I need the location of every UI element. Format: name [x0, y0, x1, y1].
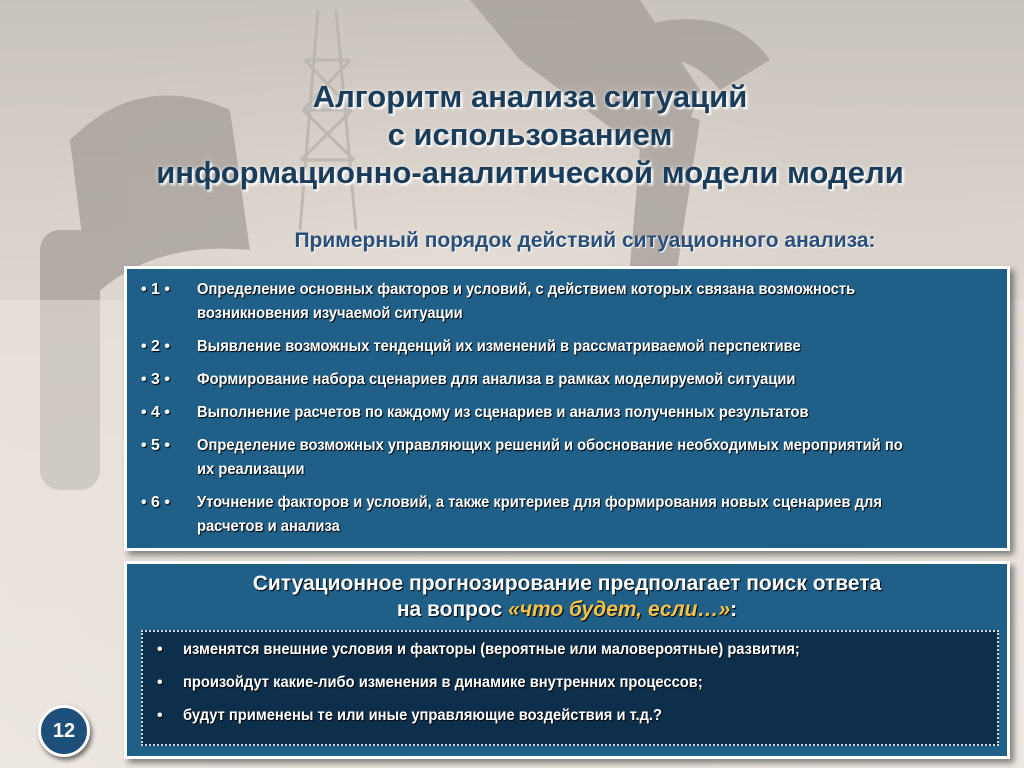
step-text: Формирование набора сценариев для анализа в рамках моделируемой ситуации [197, 371, 796, 388]
bullet-dot-icon: • [157, 674, 163, 691]
forecast-heading-prefix: на вопрос [396, 598, 509, 621]
list-item [157, 638, 987, 662]
forecast-panel [124, 561, 1010, 759]
forecast-question: «что будет, если…» [508, 598, 731, 621]
step-text: Уточнение факторов и условий, а также критериев для формирования новых сценариев для расчетов и анализа [197, 494, 882, 535]
title-line-1: Алгоритм анализа ситуаций [312, 79, 748, 114]
step-text: Выполнение расчетов по каждому из сценариев и анализ полученных результатов [197, 404, 809, 421]
step-item [141, 491, 987, 539]
step-item [141, 278, 987, 326]
list-item [157, 704, 987, 728]
list-item [157, 671, 987, 695]
title-line-3: информационно-аналитической модели модели [156, 155, 904, 190]
step-number: • 4 • [141, 404, 170, 421]
step-number: • 1 • [141, 281, 170, 298]
step-text: Выявление возможных тенденций их изменений в рассматриваемой перспективе [197, 338, 801, 355]
step-item [141, 335, 987, 359]
bullet-text: изменятся внешние условия и факторы (вероятные или маловероятные) развития; [183, 641, 800, 658]
forecast-heading-line-1: Ситуационное прогнозирование предполагает поиск ответа [252, 572, 882, 595]
step-number: • 2 • [141, 338, 170, 355]
page-number-badge: 12 [38, 705, 90, 757]
step-item [141, 434, 987, 482]
subtitle: Примерный порядок действий ситуационного анализа: [294, 229, 876, 252]
step-text: Определение основных факторов и условий, с действием которых связана возможность возникновения изучаемой ситуации [197, 281, 856, 322]
step-number: • 5 • [141, 437, 170, 454]
forecast-heading [127, 564, 1007, 623]
steps-panel [124, 266, 1010, 551]
slide-title [0, 78, 1024, 192]
bullet-dot-icon: • [157, 707, 163, 724]
forecast-bullets [141, 630, 999, 746]
step-text: Определение возможных управляющих решений и обоснование необходимых мероприятий по их реализации [197, 437, 903, 478]
step-item [141, 368, 987, 392]
step-number: • 3 • [141, 371, 170, 388]
bullet-text: будут применены те или иные управляющие воздействия и т.д.? [183, 707, 663, 724]
bullet-dot-icon: • [157, 641, 163, 658]
title-line-2: с использованием [387, 117, 673, 152]
forecast-heading-suffix: : [730, 598, 738, 621]
bullet-text: произойдут какие-либо изменения в динамике внутренних процессов; [183, 674, 703, 691]
step-item [141, 401, 987, 425]
step-number: • 6 • [141, 494, 170, 511]
